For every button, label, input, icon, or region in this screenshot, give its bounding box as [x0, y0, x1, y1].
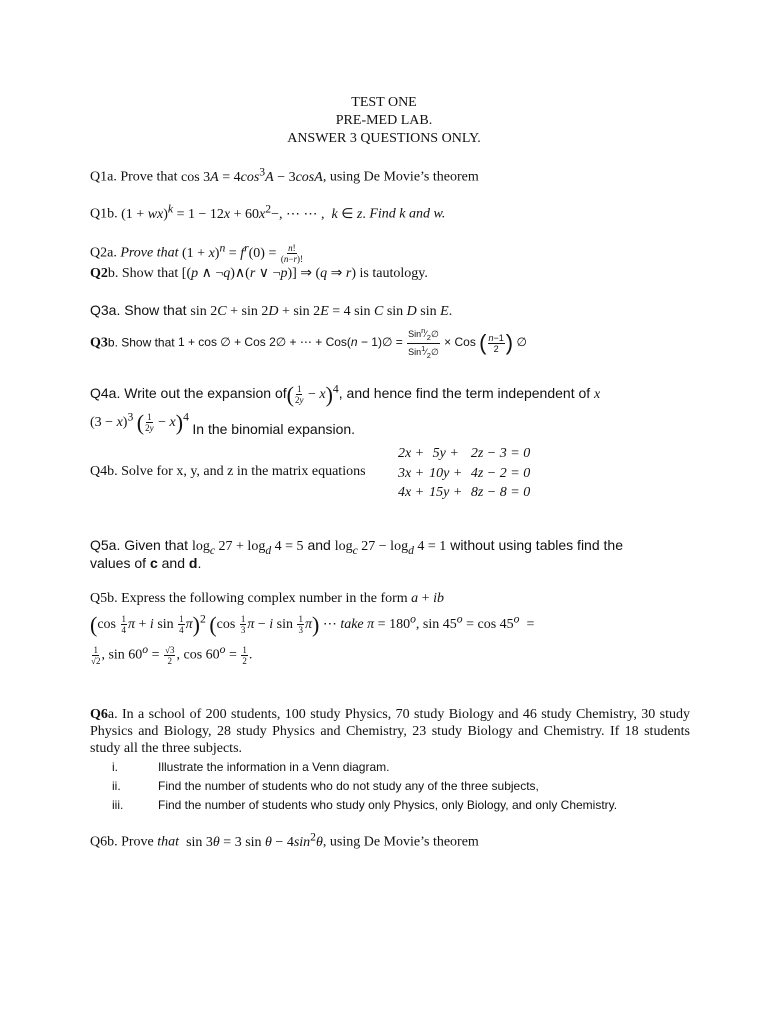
test-instruction: ANSWER 3 QUESTIONS ONLY. [287, 131, 481, 146]
q4b-equations: 2x + 5y + 2z − 3 = 0 3x + 10y + 4z − 2 = 0 4x + 15y + 8z − 8 = 0 [398, 446, 531, 500]
list-item: Find the number of students who do not study any of the three subjects, [158, 779, 539, 793]
list-item: Illustrate the information in a Venn diagram. [158, 760, 390, 774]
test-title: TEST ONE [351, 95, 417, 110]
question-q4a-line2: $(3 - x)^3$ ( $\frac{1}{2y}$ − x)$^4$ In the binomial expansion. [90, 410, 356, 437]
question-q1b: Q1b. $(1 + wx)^k = 1 - 12x + 60x^2-$, ⋯ ⋯ , k ∈ z. Find k and w. [90, 202, 446, 222]
list-item-number: i. [112, 760, 118, 774]
q5b-expression: (cos $\frac{1}{4}$ π + i sin $\frac{1}{4}$ π)$^2$ (cos $\frac{1}{3}$ π − i sin $\frac{1}{3}$ π) ⋯ take $\pi = 180^o$, $\sin 45^o = \cos 45^o$ = [90, 612, 535, 637]
question-q4a: Q4a. Write out the expansion of( $\frac{1}{2y}$ − x)$^4$, and hence find the term independent of x [90, 382, 601, 407]
q1b-formula: $(1 + wx)^k = 1 - 12x + 60x^2-$, ⋯ ⋯ , k ∈ z. [121, 202, 370, 222]
question-q1a: Q1a. Prove that $\cos 3A = 4\cos^3A - 3\cos A$, using De Movie’s theorem [90, 165, 479, 185]
q3b-formula: 1 + cos ∅ + Cos 2∅ + ⋯ + Cos(n − 1)∅ = $\frac{Sin^n⁄_2\emptyset}{Sin^1⁄_2\emptyset}$ × Cos ( $\frac{n-1}{2}$ ) ∅ [177, 326, 527, 360]
question-q5b: Q5b. Express the following complex number in the form a + ib [90, 591, 444, 606]
q6b-formula: sin 3θ = 3 $\sin \theta - 4\sin^2\theta$ [182, 830, 323, 850]
list-item-number: ii. [112, 779, 121, 793]
question-q4b: Q4b. Solve for x, y, and z in the matrix equations [90, 464, 366, 479]
q2b-formula: [(p ∧ ¬q)∧(r ∨ ¬p)] ⇒ (q ⇒ r) [181, 266, 357, 281]
question-q2a: Q2a. Prove that $(1 + x)^n = f^r(0)$ = $\frac{n!}{(n-r)!}$ [90, 241, 303, 264]
test-header [0, 94, 768, 148]
list-item: Find the number of students who study only Physics, only Biology, and only Chemistry. [158, 798, 618, 812]
q2a-formula: $(1 + x)^n = f^r(0)$ = $\frac{n!}{(n-r)!}$ [182, 241, 303, 264]
question-q3a: Q3a. Show that sin 2C + sin 2D + sin 2E = 4 sin C sin D sin E. [90, 302, 453, 319]
q4a-expression: ( $\frac{1}{2y}$ − x)$^4$ [286, 382, 339, 407]
list-item-number: iii. [112, 798, 124, 812]
question-q2b: Q2b. Show that [(p ∧ ¬q)∧(r ∨ ¬p)] ⇒ (q ⇒ r) is tautology. [90, 266, 428, 281]
q4a-expression-2: $(3 - x)^3$ ( $\frac{1}{2y}$ − x)$^4$ [90, 410, 189, 435]
question-q3b: Q3b. Show that 1 + cos ∅ + Cos 2∅ + ⋯ + Cos(n − 1)∅ = $\frac{Sin^n⁄_2\emptyset}{Sin^1⁄_2\emptyset}$ × Cos ( $\frac{n-1}{2}$ ) ∅ [90, 326, 527, 360]
question-q6a: Q6a. In a school of 200 students, 100 study Physics, 70 study Biology and 46 study Chemistry, 30 study Physics and Biology, 28 study Physics and Chemistry, 23 study Biology and Chemistry. If 18 students study all the three subjects. [90, 707, 690, 756]
question-q5a-line2: values of c and d. [90, 555, 202, 571]
question-q6b: Q6b. Prove that sin 3θ = 3 $\sin \theta - 4\sin^2\theta$, using De Movie’s theorem [90, 830, 479, 850]
q3a-formula: sin 2C + sin 2D + sin 2E = 4 sin C sin D sin E. [190, 304, 453, 319]
q5b-expression-2: $\frac{1}{√2}$ , $\sin 60^o$ = $\frac{√3}{2}$ , $\cos 60^o$ = $\frac{1}{2}$ . [91, 643, 253, 666]
test-subtitle: PRE-MED LAB. [335, 113, 433, 128]
question-q5a: Q5a. Given that $\log_c 27 + \log_d 4 = 5$ and $\log_c 27 - \log_d 4 = 1$ without using tables find the [90, 537, 623, 557]
q1a-formula: $\cos 3A = 4\cos^3A - 3\cos A$ [180, 165, 323, 185]
